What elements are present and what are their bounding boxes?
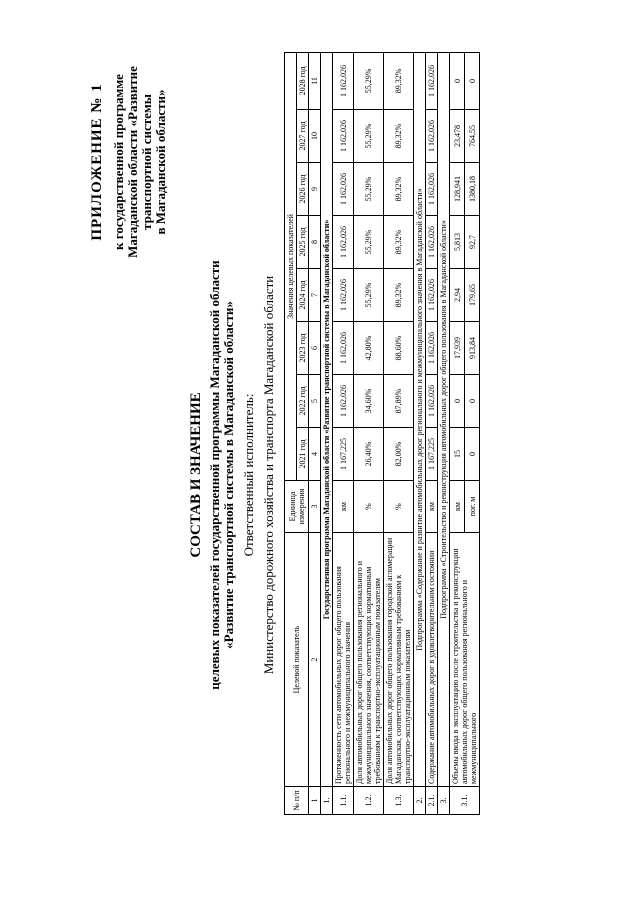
column-number: 5	[309, 375, 321, 428]
row-value: 0	[450, 52, 465, 109]
column-number: 6	[309, 322, 321, 375]
row-value: 87,89%	[384, 375, 414, 428]
section-title: Подпрограмма «Содержание и развитие автомобильных дорог регионального и межмуниципального значения в Магаданской области»	[414, 52, 426, 786]
row-value: 26,40%	[354, 428, 384, 481]
header-year: 2024 год	[297, 269, 309, 322]
row-value: 23,478	[450, 110, 465, 163]
row-value: 1 162,026	[333, 163, 354, 216]
section-num: 1.	[321, 787, 333, 815]
row-indicator: Протяженность сети автомобильных дорог общего пользования регионального и межмуниципального значения	[333, 533, 354, 787]
table-row	[426, 52, 438, 814]
row-value: 0	[450, 375, 465, 428]
row-unit: %	[384, 481, 414, 533]
row-num: 1.2.	[354, 787, 384, 815]
row-value: 1 162,026	[426, 269, 438, 322]
row-indicator: Доля автомобильных дорог общего пользования городской агломерации Магаданская, соответствующих нормативным требованиям к транспортно-эксплуатационным показателям	[384, 533, 414, 787]
appendix-line-4: в Магаданской области»	[153, 89, 168, 235]
row-unit: км	[333, 481, 354, 533]
appendix-line-3: транспортной системы	[139, 94, 154, 230]
column-number: 7	[309, 269, 321, 322]
row-value: 1 162,026	[333, 110, 354, 163]
heading-line-2: «Развитие транспортной системы в Магаданской области»	[221, 301, 236, 649]
appendix-line-1: к государственной программе	[111, 74, 126, 250]
column-number: 11	[309, 52, 321, 109]
row-value: 89,32%	[384, 269, 414, 322]
row-value: 0	[465, 375, 480, 428]
header-num: № п/п	[285, 787, 309, 815]
row-unit: км	[426, 481, 438, 533]
row-value: 764,55	[465, 110, 480, 163]
row-value: 89,32%	[384, 163, 414, 216]
row-value: 1 167,225	[333, 428, 354, 481]
row-num: 1.3.	[384, 787, 414, 815]
column-number: 9	[309, 163, 321, 216]
row-value: 2,94	[450, 269, 465, 322]
row-unit: км	[450, 481, 465, 533]
row-num: 1.1.	[333, 787, 354, 815]
row-unit: %	[354, 481, 384, 533]
table-row	[384, 52, 414, 814]
row-value: 92,7	[465, 216, 480, 269]
row-indicator: Доля автомобильных дорог общего пользования регионального и межмуниципального значения, соответствующих нормативным требованиям к транспортно-эксплуатационным показателям	[354, 533, 384, 787]
row-value: 82,00%	[384, 428, 414, 481]
section-row	[438, 52, 450, 814]
appendix-title: ПРИЛОЖЕНИЕ № 1	[89, 83, 105, 241]
header-indicator: Целевой показатель	[285, 533, 309, 787]
table-row	[450, 52, 465, 814]
row-value: 913,84	[465, 322, 480, 375]
header-year: 2022 год	[297, 375, 309, 428]
row-num: 3.1.	[450, 787, 480, 815]
appendix-line-2: Магаданской области «Развитие	[125, 66, 140, 258]
section-num: 3.	[438, 787, 450, 815]
row-value: 55,29%	[354, 269, 384, 322]
header-values-group: Значения целевых показателей	[285, 52, 297, 480]
row-unit: пог. м	[465, 481, 480, 533]
row-num: 2.1.	[426, 787, 438, 815]
row-value: 55,29%	[354, 110, 384, 163]
column-number: 4	[309, 428, 321, 481]
column-number: 2	[309, 533, 321, 787]
section-row	[321, 52, 333, 814]
row-indicator: Содержание автомобильных дорог в удовлетворительном состоянии	[426, 533, 438, 787]
row-value: 17,939	[450, 322, 465, 375]
column-number: 8	[309, 216, 321, 269]
row-value: 55,29%	[354, 163, 384, 216]
row-value: 1 167,225	[426, 428, 438, 481]
row-value: 42,80%	[354, 322, 384, 375]
row-value: 15	[450, 428, 465, 481]
row-indicator: Объемы ввода в эксплуатацию после строительства и реконструкции автомобильных дорог общего пользования регионального и межмуниципального	[450, 533, 480, 787]
column-number: 1	[309, 787, 321, 815]
header-year: 2021 год	[297, 428, 309, 481]
header-year: 2023 год	[297, 322, 309, 375]
row-value: 1 162,026	[426, 163, 438, 216]
section-title: Государственная программа Магаданской области «Развитие транспортной системы в Магаданской области»	[321, 52, 333, 786]
row-value: 0	[465, 52, 480, 109]
heading-line-4: Министерство дорожного хозяйства и транспорта Магаданской области	[261, 275, 276, 675]
section-num: 2.	[414, 787, 426, 815]
appendix-block	[90, 37, 168, 287]
indicators-table	[284, 52, 480, 815]
row-value: 1 162,026	[333, 375, 354, 428]
row-value: 179,65	[465, 269, 480, 322]
row-value: 128,941	[450, 163, 465, 216]
row-value: 55,29%	[354, 52, 384, 109]
row-value: 89,32%	[384, 216, 414, 269]
row-value: 1 162,026	[333, 269, 354, 322]
heading-line-3: Ответственный исполнитель:	[241, 393, 256, 557]
row-value: 5,813	[450, 216, 465, 269]
column-number: 3	[309, 481, 321, 533]
document-heading	[188, 225, 276, 725]
heading-line-1: целевых показателей государственной программы Магаданской области	[207, 260, 222, 690]
row-value: 34,60%	[354, 375, 384, 428]
table-row	[354, 52, 384, 814]
row-value: 1 162,026	[426, 110, 438, 163]
row-value: 0	[465, 428, 480, 481]
row-value: 88,60%	[384, 322, 414, 375]
section-title: Подпрограмма «Строительство и реконструкция автомобильных дорог общего пользования в Магаданской области»	[438, 52, 450, 786]
row-value: 1 162,026	[426, 216, 438, 269]
row-value: 89,32%	[384, 110, 414, 163]
header-year: 2026 год	[297, 163, 309, 216]
row-value: 1 162,026	[333, 322, 354, 375]
row-value: 55,29%	[354, 216, 384, 269]
section-row	[414, 52, 426, 814]
row-value: 1 162,026	[426, 375, 438, 428]
column-number: 10	[309, 110, 321, 163]
row-value: 1 162,026	[333, 52, 354, 109]
row-value: 1 162,026	[426, 322, 438, 375]
table-row	[333, 52, 354, 814]
row-value: 89,32%	[384, 52, 414, 109]
header-year: 2027 год	[297, 110, 309, 163]
row-value: 1 162,026	[426, 52, 438, 109]
header-year: 2028 год	[297, 52, 309, 109]
column-number-row	[309, 52, 321, 814]
row-value: 1 162,026	[333, 216, 354, 269]
document-title: СОСТАВ И ЗНАЧЕНИЕ	[188, 392, 204, 558]
table-header-row	[285, 52, 297, 814]
header-unit: Единица измерения	[285, 481, 309, 533]
row-value: 1380,18	[465, 163, 480, 216]
header-year: 2025 год	[297, 216, 309, 269]
